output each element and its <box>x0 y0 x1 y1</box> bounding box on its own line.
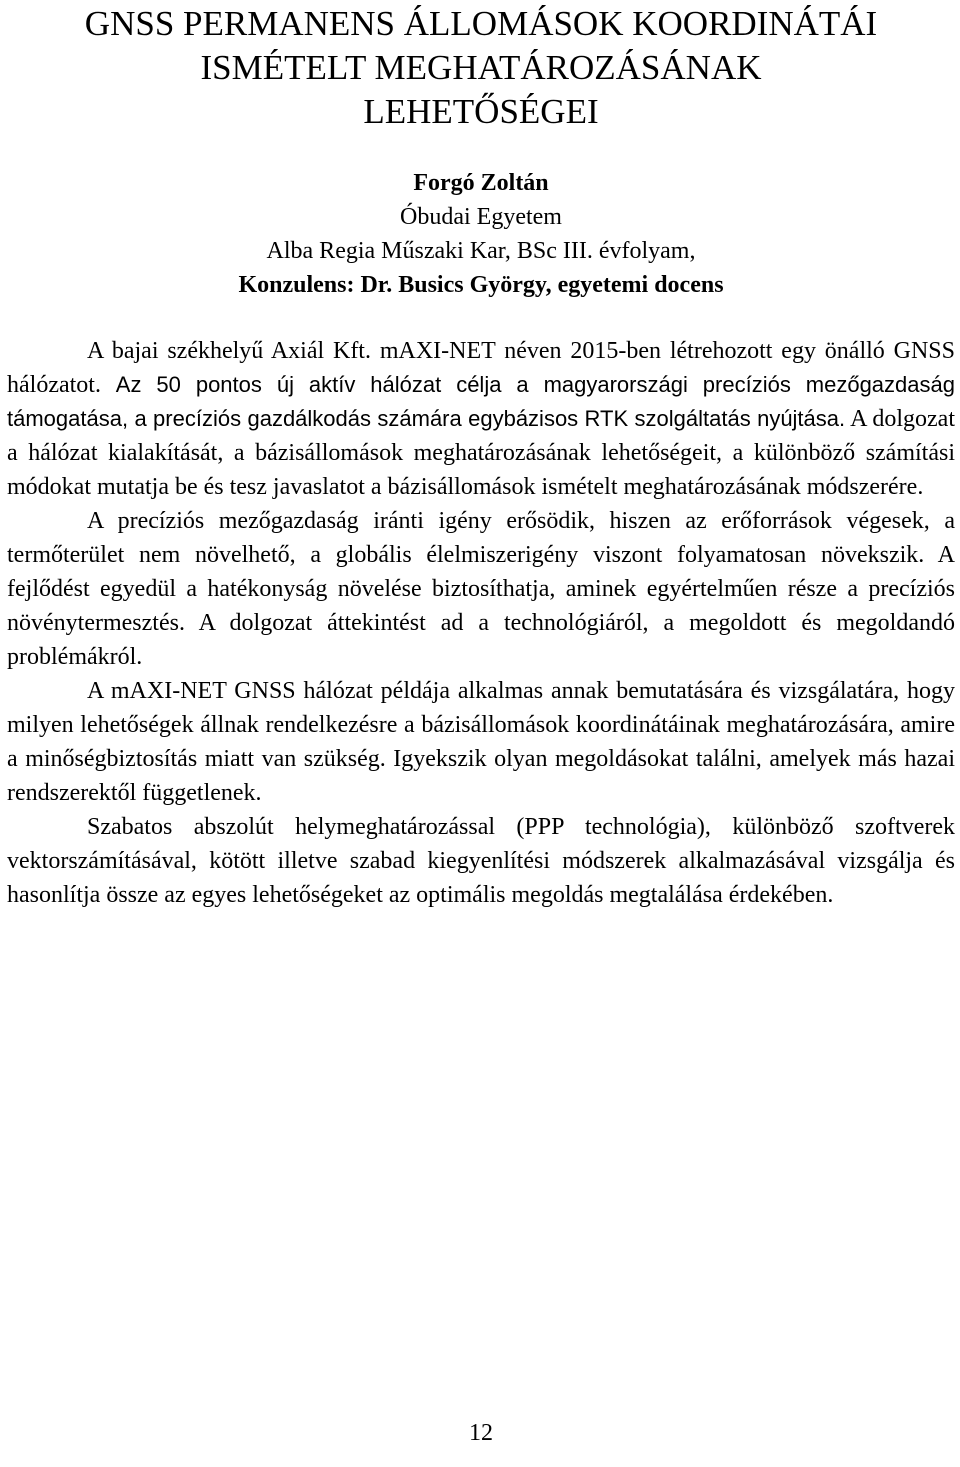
paragraph-4: Szabatos abszolút helymeghatározással (PPP technológia), különböző szoftverek vektorszámításával, kötött illetve szabad kiegyenlítési módszerek alkalmazásával vizsgálja és hasonlítja össze az egyes lehetőségeket az optimális megoldás megtalálása érdekében. <box>7 814 955 908</box>
author-university: Óbudai Egyetem <box>400 204 562 230</box>
author-advisor: Konzulens: Dr. Busics György, egyetemi docens <box>238 272 724 298</box>
paragraph-1-sans-run: Az 50 pontos új aktív hálózat célja a magyarországi precíziós mezőgazdaság támogatása, a precíziós gazdálkodás számára egybázisos RTK szolgáltatás nyújtása. <box>7 372 955 431</box>
author-faculty: Alba Regia Műszaki Kar, BSc III. évfolyam, <box>266 238 696 264</box>
paragraph-1-end: A dolgozat a hálózat kialakítását, a bázisállomások meghatározásának lehetőségeit, a különböző számítási módokat mutatja be és tesz javaslatot a bázisállomások ismételt meghatározásának módszerére. <box>7 406 955 500</box>
page-number: 12 <box>469 1420 493 1446</box>
page-title <box>7 2 955 134</box>
title-line-3: LEHETŐSÉGEI <box>363 92 599 131</box>
title-line-2: ISMÉTELT MEGHATÁROZÁSÁNAK <box>200 48 762 87</box>
paragraph-2: A precíziós mezőgazdaság iránti igény erősödik, hiszen az erőforrások végesek, a termőterület nem növelhető, a globális élelmiszerigény viszont folyamatosan növekszik. A fejlődést egyedül a hatékonyság növelése biztosíthatja, aminek egyértelműen része a precíziós növénytermesztés. A dolgozat áttekintést ad a technológiáról, a megoldott és megoldandó problémákról. <box>7 508 955 670</box>
title-line-1: GNSS PERMANENS ÁLLOMÁSOK KOORDINÁTÁI <box>84 4 878 43</box>
paragraph-1 <box>7 334 955 504</box>
author-name: Forgó Zoltán <box>413 170 549 196</box>
document-page <box>7 0 955 1467</box>
paragraph-1-start: A bajai székhelyű Axiál Kft. mAXI-NET néven 2015-ben létrehozott egy önálló GNSS hálózatot. <box>7 338 955 398</box>
author-block <box>7 166 955 302</box>
abstract-body <box>7 334 955 912</box>
paragraph-3: A mAXI-NET GNSS hálózat példája alkalmas annak bemutatására és vizsgálatára, hogy milyen lehetőségek állnak rendelkezésre a bázisállomások koordinátáinak meghatározására, amire a minőségbiztosítás miatt van szükség. Igyekszik olyan megoldásokat találni, amelyek más hazai rendszerektől függetlenek. <box>7 678 955 806</box>
